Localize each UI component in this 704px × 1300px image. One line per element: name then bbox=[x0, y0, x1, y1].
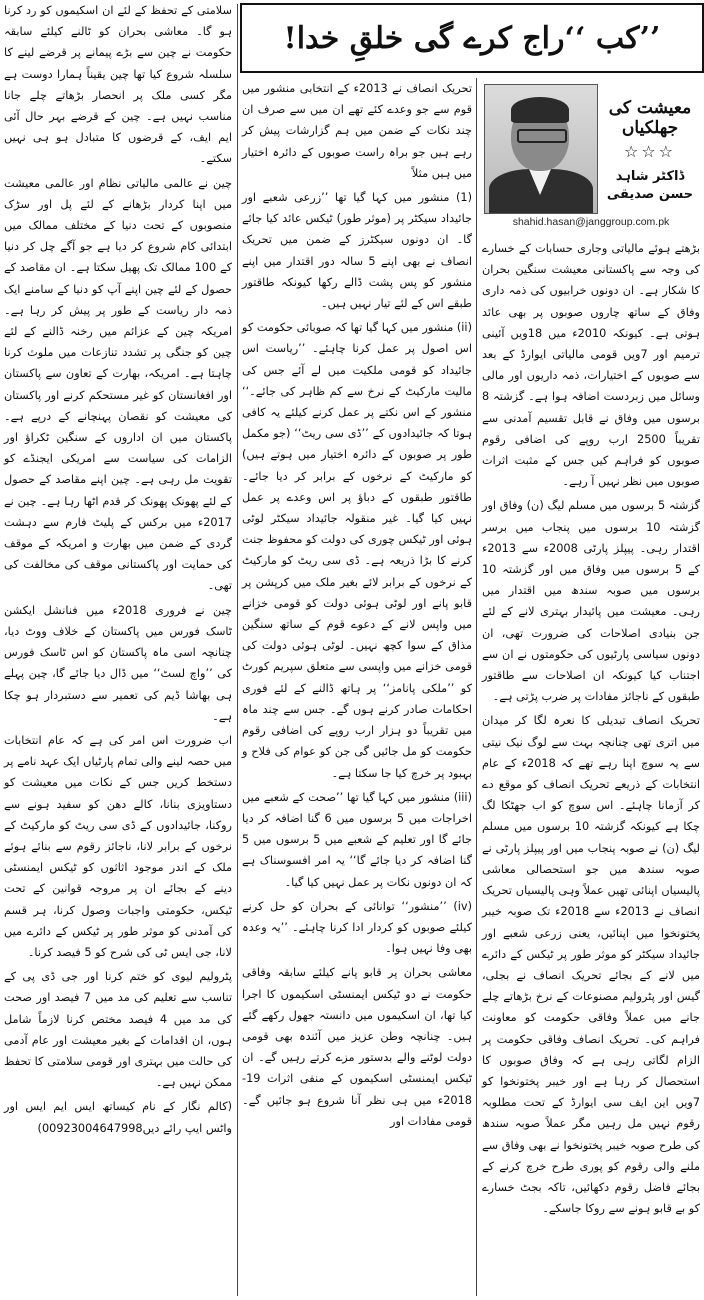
paragraph: بڑھتے ہوئے مالیاتی وجاری حسابات کے خسارے کی وجہ سے پاکستانی معیشت سنگین بحران کا شکار ہے۔ ان دونوں خرابیوں کی ذمہ داری وفاق کے ساتھ چاروں صوبوں پر بھی عائد ہوتی ہے۔ کیونکہ 2010ء میں 18ویں آئینی ترمیم اور 7ویں قومی مالیاتی ایوارڈ کے بعد سے صوبوں کے اختیارات، ذمہ داریوں اور مالی وسائل میں زبردست اضافہ ہوا ہے۔ گزشتہ 8 برسوں میں وفاق نے قابل تقسیم آمدنی سے تقریباً 2500 ارب روپے کی اضافی رقوم صوبوں کو فراہم کیں جس کے مثبت اثرات صوبوں میں نظر نہیں آ رہے۔ bbox=[482, 242, 700, 489]
star-icon: ☆☆☆ bbox=[623, 142, 677, 161]
column-title: معیشت کی جھلکیاں bbox=[608, 98, 692, 138]
paragraph: سلامتی کے تحفظ کے لئے ان اسکیموں کو رد کرنا ہو گا۔ معاشی بحران کو ٹالنے کیلئے سابقہ حکومت نے چین سے بڑے پیمانے پر قرضے لینے کا سلسلہ شروع کیا تھا چین یقیناً ہمارا دوست ہے مگر کسی ملک پر انحصار بڑھاتے چلے جانا مناسب نہیں ہے۔ چین کے قرضے بہر حال آئی ایم ایف، کے قرضوں کا متبادل ہو ہی نہیں سکتے۔ bbox=[4, 4, 232, 166]
paragraph: پٹرولیم لیوی کو ختم کرنا اور جی ڈی پی کے تناسب سے تعلیم کی مد میں 7 فیصد اور صحت کی مد میں 4 فیصد مختص کرنا لازماً شامل ہوں، ان اقدامات کے بغیر معیشت اور عام آدمی کی حالت میں بہتری اور قومی سلامتی کا تحفظ ممکن نہیں ہے۔ bbox=[4, 970, 233, 1090]
middle-column bbox=[242, 78, 472, 1135]
paragraph: (1) منشور میں کہا گیا تھا ’’زرعی شعبے اور جائیداد سیکٹر پر (موثر طور) ٹیکس عائد کیا جائے گا۔ ان دونوں سیکٹرز کے ضمن میں تحریک انصاف نے بھی اپنے 5 سالہ دور اقتدار میں اپنے منشور کو پس پشت ڈالے رکھا کیونکہ طاقتور طبقے اس کے لئے تیار نہیں ہیں۔ bbox=[242, 191, 472, 311]
paragraph: (کالم نگار کے نام کیساتھ ایس ایم ایس اور واٹس ایپ رائے دیں00923004647998) bbox=[4, 1100, 232, 1135]
paragraph: چین نے عالمی مالیاتی نظام اور عالمی معیشت میں اپنا کردار بڑھانے کے لئے پل اور سڑک منصوبوں کے تحت دنیا کے مختلف ممالک میں ابتدائی کام شروع کر دیا ہے جو آگے چل کر دنیا کے 100 ممالک تک پھیل سکتا ہے۔ ان مقاصد کے حصول کے لئے چین اپنے آپ کو دنیا کے سامنے ایک ذمہ دار ریاست کے طور پر پیش کر رہا ہے۔ امریکہ چین کے عزائم میں رخنہ ڈالنے کے لئے چین کو جنگی پر تشدد تنازعات میں ملوث کرنا چاہتا ہے۔ امریکہ، بھارت کے تعاون سے پاکستان اور افغانستان کو غیر مستحکم کرنے اور پاکستان کی معیشت کو نقصان پہنچانے کے درپے ہے۔ پاکستان میں ان اداروں کے سنگین ٹکراؤ اور الزامات کی سیاست سے امریکی ایجنڈے کو تقویت مل رہی ہے۔ چین اپنے مقاصد کے حصول کے لئے پھونک پھونک کر قدم اٹھا رہا ہے۔ چین نے 2017ء میں برکس کے پلیٹ فارم سے دہشت گردی کے ضمن میں بھارت و امریکہ کے موقف کی حمایت اور پاکستانی موقف کی مخالفت کی تھی۔ bbox=[4, 176, 232, 593]
paragraph: معاشی بحران پر قابو پانے کیلئے سابقہ وفاقی حکومت نے دو ٹیکس ایمنسٹی اسکیموں کا اجرا کیا تھا، ان اسکیموں میں دانستہ جھول رکھے گئے ہیں۔ چنانچہ وطن عزیز میں آئندہ بھی قومی دولت لوٹنے والے بدستور مزے کرتے رہیں گے۔ ان ٹیکس ایمنسٹی اسکیموں کے منفی اثرات 19-2018ء میں ہی نظر آنا شروع ہو جائیں گے۔ قومی مفادات اور bbox=[242, 966, 472, 1128]
column-divider bbox=[476, 78, 477, 1296]
left-column bbox=[4, 0, 232, 1142]
paragraph: (iv) ’’منشور‘‘ توانائی کے بحران کو حل کرنے کیلئے صوبوں کو کردار ادا کرنا چاہئے۔ ’’یہ وعدہ بھی وفا نہیں ہوا۔ bbox=[242, 899, 472, 956]
paragraph: (ii) منشور میں کہا گیا تھا کہ صوبائی حکومت کو اس اصول پر عمل کرنا چاہئے۔ ’’ریاست اس جائیداد کو قومی ملکیت میں لے آئے جس کی مالیت مارکیٹ کے نرخ سے کم ظاہر کی جائے۔‘‘ منشور کے اس نکتے پر عمل کرنے کیلئے یہ کافی ہوتا کہ جائیدادوں کے ’’ڈی سی ریٹ‘‘ (جو مکمل طور پر صوبوں کے دائرہ اختیار میں ہوتے ہیں) کو مارکیٹ کے نرخوں کے برابر کر دیا جائے۔ طاقتور طبقوں کے دباؤ پر اس وعدے پر عمل نہیں کیا گیا۔ غیر منقولہ جائیداد سیکٹر لوٹی ہوئی اور ٹیکس چوری کی دولت کو محفوظ جنت کرنے کا بڑا ذریعہ ہے۔ ڈی سی ریٹ کو مارکیٹ کے نرخوں کے برابر لائے بغیر ملک میں کرپشن پر قابو پانے اور لوٹی ہوئی دولت کو قومی خزانے میں واپس لانے کے دعوے قوم کے ساتھ سنگین مذاق کے سوا کچھ نہیں۔ لوٹی ہوئی دولت کی قومی خزانے میں واپسی سے متعلق سپریم کورٹ کو ’’ملکی پانامز‘‘ پر ہاتھ ڈالنے کے لئے فوری احکامات صادر کرنے ہوں گے۔ جس سے چند ماہ میں تقریباً دو ہزار ارب روپے کی اضافی رقوم حکومت کو مل جائیں گی جن کو عوام کی فلاح و بہبود پر خرچ کیا جا سکتا ہے۔ bbox=[242, 321, 472, 780]
author-email: shahid.hasan@janggroup.com.pk bbox=[512, 216, 670, 228]
author-name: ڈاکٹر شاہد حسن صدیقی bbox=[606, 169, 694, 202]
right-column bbox=[482, 238, 700, 1222]
headline-box bbox=[240, 3, 704, 73]
paragraph: (iii) منشور میں کہا گیا تھا ’’صحت کے شعبے میں اخراجات میں 5 برسوں میں 6 گنا اضافہ کر دیا جائے گا اور تعلیم کے شعبے میں 5 برسوں میں 5 گنا اضافہ کر دیا جائے گا‘‘ یہ امر افسوسناک ہے کہ ان دونوں نکات پر عمل نہیں کیا گیا۔ bbox=[242, 790, 473, 889]
paragraph: تحریک انصاف نے 2013ء کے انتخابی منشور میں قوم سے جو وعدے کئے تھے ان میں سے صرف ان چند نکات کے ضمن میں ہم گزارشات پیش کر رہے ہیں جو براہ راست صوبوں کے دائرہ اختیار میں ہیں مثلاً bbox=[242, 82, 472, 180]
paragraph: اب ضرورت اس امر کی ہے کہ عام انتخابات میں حصہ لینے والی تمام پارٹیاں ایک عہد نامے پر دستخط کریں جس کے نکات میں معیشت کو دستاویزی بنانا، کالے دھن کو سفید ہونے سے روکنا، جائیدادوں کے ڈی سی ریٹ کو مارکیٹ کے نرخوں کے برابر لانا، ناجائز رقوم سے بنائے ہوئے ملک کے اندر موجود اثاثوں کو ٹیکس ایمنسٹی دینے کے بجائے ان پر مروجہ قوانین کے تحت ٹیکس، حکومتی واجبات وصول کرنا، ہر قسم کی آمدنی کو موثر طور پر ٹیکس کے دائرے میں لانا، جی ایس ٹی کی شرح کو 5 فیصد کرنا۔ bbox=[4, 733, 232, 959]
headline: ’’کب ‘‘راج کرے گی خلقِ خدا! bbox=[283, 20, 661, 56]
column-divider bbox=[237, 4, 238, 1296]
paragraph: گزشتہ 5 برسوں میں مسلم لیگ (ن) وفاق اور گزشتہ 10 برسوں میں پنجاب میں برسر اقتدار رہی۔ پیپلز پارٹی 2008ء سے 2013ء کے 5 برسوں میں وفاق میں اور گزشتہ 10 برسوں میں صوبہ سندھ میں اقتدار میں رہی۔ معیشت میں پائیدار بہتری لانے کے لئے جن بنیادی اصلاحات کی ضرورت تھی، ان دونوں سیاسی پارٹیوں کی حکومتوں نے ان سے اجتناب کیا کیونکہ ان اصلاحات سے طاقتور طبقوں کے ناجائز مفادات پر ضرب پڑتی ہے۔ bbox=[482, 499, 700, 704]
author-photo bbox=[484, 84, 598, 214]
paragraph: چین نے فروری 2018ء میں فنانشل ایکشن ٹاسک فورس میں پاکستان کے خلاف ووٹ دیا، چنانچہ اسی ماہ پاکستان کو اس ٹاسک فورس کی ’’واچ لسٹ‘‘ میں ڈال دیا جائے گا، چین پہلے ہی بھاشا ڈیم کی تعمیر سے دستبردار ہو چکا ہے۔ bbox=[4, 603, 233, 723]
paragraph: تحریک انصاف تبدیلی کا نعرہ لگا کر میدان میں اتری تھی چنانچہ بہت سے لوگ نیک نیتی سے یہ سوچ اپنا رہے تھے کہ 2018ء کے عام انتخابات کے ذریعے تحریک انصاف کو موقع دے کر آزمانا چاہئے۔ اس سوچ کو اب جھٹکا لگ چکا ہے کیونکہ گزشتہ 10 برسوں میں مسلم لیگ (ن) نے صوبہ پنجاب میں اور پیپلز پارٹی نے صوبہ سندھ میں جو استحصالی معاشی پالیسیاں اپنائی تھیں عملاً وہی پالیسیاں تحریک انصاف نے 2013ء سے 2018ء تک صوبہ خیبر پختونخوا میں اپنائیں، یعنی زرعی شعبے اور جائیداد سیکٹر کو موثر طور پر ٹیکس کے دائرے میں لانے کے بجائے تحریک انصاف نے بجلی، گیس اور پٹرولیم مصنوعات کے نرخ بڑھاتے چلے جانے میں عملاً وفاقی حکومت کو معاونت فراہم کی۔ تحریک انصاف وفاقی حکومت پر الزام لگاتی رہی ہے کہ وفاق صوبوں کا استحصال کر رہا ہے اور خیبر پختونخوا کو 7ویں این ایف سی ایوارڈ کے تحت مطلوبہ رقوم نہیں مل رہیں مگر عملاً صوبہ سندھ کی طرح صوبہ خیبر پختونخوا نے بھی وفاق سے ملنے والی رقوم کو پوری طرح خرچ کرنے کے بجائے فاضل رقوم دکھائیں، تاکہ بجٹ خسارے کو بے قابو ہونے سے روکا جاسکے۔ bbox=[482, 714, 700, 1216]
